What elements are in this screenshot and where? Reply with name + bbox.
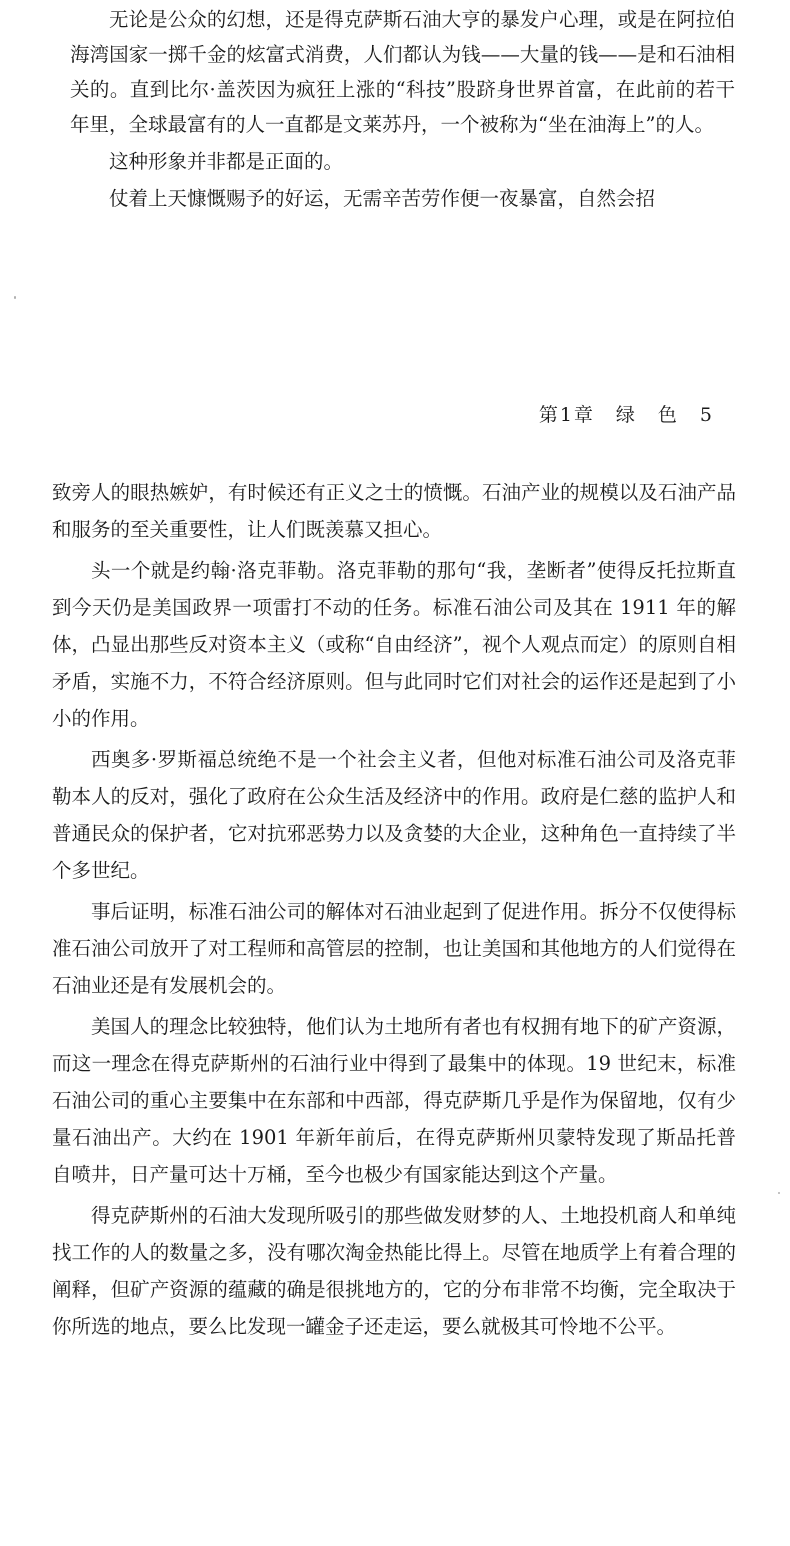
main-text-block [52, 474, 736, 1345]
main-paragraph-1: 致旁人的眼热嫉妒，有时候还有正义之士的愤慨。石油产业的规模以及石油产品和服务的至关重要性，让人们既羡慕又担心。 [52, 481, 736, 541]
main-paragraph-6: 得克萨斯州的石油大发现所吸引的那些做发财梦的人、土地投机商人和单纯找工作的人的数量之多，没有哪次淘金热能比得上。尽管在地质学上有着合理的阐释，但矿产资源的蕴藏的确是很挑地方的，它的分布非常不均衡，完全取决于你所选的地点，要么比发现一罐金子还走运，要么就极其可怜地不公平。 [52, 1204, 736, 1338]
top-paragraph-1: 无论是公众的幻想，还是得克萨斯石油大亨的暴发户心理，或是在阿拉伯海湾国家一掷千金的炫富式消费，人们都认为钱——大量的钱——是和石油相关的。直到比尔·盖茨因为疯狂上涨的“科技”股跻身世界首富，在此前的若干年里，全球最富有的人一直都是文莱苏丹，一个被称为“坐在油海上”的人。 [70, 8, 735, 136]
main-paragraph-2: 头一个就是约翰·洛克菲勒。洛克菲勒的那句“我，垄断者”使得反托拉斯直到今天仍是美国政界一项雷打不动的任务。标准石油公司及其在 1911 年的解体，凸显出那些反对资本主义（或称“自由经济”，视个人观点而定）的原则自相矛盾，实施不力，不符合经济原则。但与此同时它们对社会的运作还是起到了小小的作用。 [52, 559, 736, 730]
running-header: 第1章 绿 色 5 [538, 404, 714, 426]
main-paragraph-5: 美国人的理念比较独特，他们认为土地所有者也有权拥有地下的矿产资源，而这一理念在得克萨斯州的石油行业中得到了最集中的体现。19 世纪末，标准石油公司的重心主要集中在东部和中西部，得克萨斯几乎是作为保留地，仅有少量石油出产。大约在 1901 年新年前后，在得克萨斯州贝蒙特发现了斯品托普自喷井，日产量可达十万桶，至今也极少有国家能达到这个产量。 [52, 1015, 736, 1186]
main-paragraph-4: 事后证明，标准石油公司的解体对石油业起到了促进作用。拆分不仅使得标准石油公司放开了对工程师和高管层的控制，也让美国和其他地方的人们觉得在石油业还是有发展机会的。 [52, 900, 736, 997]
main-page [0, 360, 790, 1546]
main-paragraph-3: 西奥多·罗斯福总统绝不是一个社会主义者，但他对标准石油公司及洛克菲勒本人的反对，强化了政府在公众生活及经济中的作用。政府是仁慈的监护人和普通民众的保护者，它对抗邪恶势力以及贪婪的大企业，这种角色一直持续了半个多世纪。 [52, 748, 736, 882]
top-paragraph-2: 这种形象并非都是正面的。 [109, 150, 344, 173]
top-text-block [70, 2, 735, 216]
scan-speck-right [778, 1192, 780, 1194]
scan-speck [14, 296, 16, 299]
top-paragraph-3: 仗着上天慷慨赐予的好运，无需辛苦劳作便一夜暴富，自然会招 [109, 187, 656, 210]
top-page-fragment [0, 0, 790, 300]
